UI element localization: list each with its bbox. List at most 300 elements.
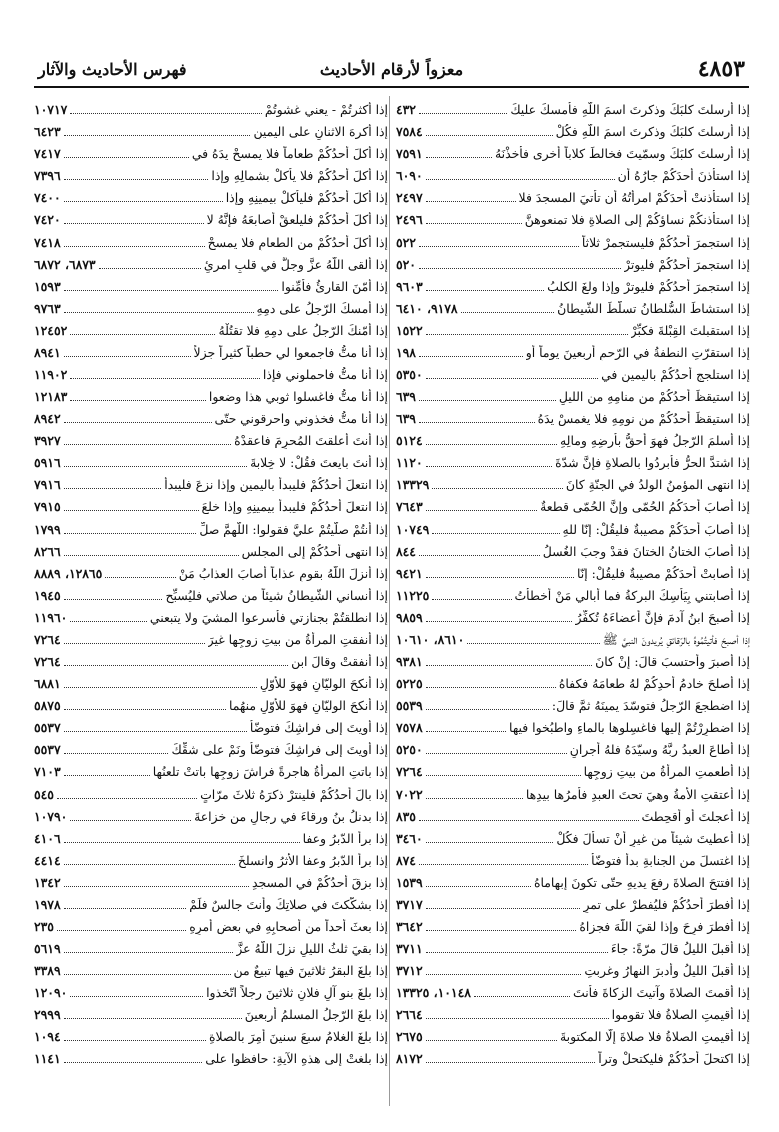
- index-entry: [34, 162, 388, 184]
- entry-number: ٩١٧٨، ٦٤١٠: [396, 300, 458, 316]
- index-entry: [34, 1001, 388, 1023]
- entry-text: إذا أنكحَ الوليّانِ فهوَ للأوّلِ: [259, 676, 388, 692]
- entry-text: إذا بعثَ أحداً من أصحابِهِ في بعضِ أمرِهِ: [189, 918, 388, 934]
- leader-dots: [426, 930, 577, 931]
- entry-number: ١٥٢٢: [396, 322, 423, 338]
- entry-number: ٣٦٤٢: [396, 918, 423, 934]
- index-entry: [34, 339, 388, 361]
- index-entry: [396, 295, 750, 317]
- index-entry: [34, 847, 388, 869]
- leader-dots: [64, 1018, 242, 1019]
- entry-text: إذا استقبلتَ القِبْلةَ فكبِّرْ: [630, 322, 750, 338]
- entry-text: إذا أفطرَ أحدُكُمْ فليُفطرْ على تمرٍ: [583, 896, 750, 912]
- entry-text: إذا اضطجعَ الرّجلُ فتوسّدَ يمينَهُ ثمَّ قالَ:: [551, 698, 750, 714]
- entry-number: ٥٦١٩: [34, 941, 61, 957]
- leader-dots: [426, 842, 554, 843]
- index-entry: [34, 780, 388, 802]
- index-entry: [396, 604, 750, 626]
- entry-number: ١١٤١: [34, 1051, 61, 1067]
- leader-dots: [426, 201, 516, 202]
- column-divider: [389, 96, 390, 1106]
- entry-text: إذا أُعجلتَ أو أُقحِطتَ: [641, 808, 750, 824]
- leader-dots: [70, 820, 191, 821]
- entry-text: إذا أصلحَ خادمُ أحدِكُمْ لهُ طعامَهُ فكفاهُ: [558, 676, 750, 692]
- index-entry: [34, 96, 388, 118]
- entry-text: إذا أكلَ أحدُكُمْ فلا يأكلْ بشمالِهِ وإذا: [211, 168, 388, 184]
- index-entry: [34, 140, 388, 162]
- leader-dots: [64, 753, 169, 754]
- leader-dots: [64, 223, 204, 224]
- entry-text: إذا أنتَ أعلقتَ المُحرِمَ فاعقدْهُ: [234, 433, 388, 449]
- index-entry: [396, 825, 750, 847]
- entry-number: ٤٣٢: [396, 102, 416, 118]
- leader-dots: [64, 687, 257, 688]
- leader-dots: [64, 135, 251, 136]
- index-entry: [396, 714, 750, 736]
- entry-number: ٦٠٩٠: [396, 168, 423, 184]
- entry-number: ٢٦٦٤: [396, 1007, 423, 1023]
- entry-text: إذا استقرّتِ النطفةُ في الرّحمِ أربعينَ يوماً أو: [525, 344, 750, 360]
- entry-number: ٢٣٥: [34, 918, 54, 934]
- entry-text: إذا انطلقتُمْ بجنازتي فأسرعوا المشيَ ولا يتبعني: [149, 609, 388, 625]
- entry-number: ٨٧٤: [396, 852, 416, 868]
- leader-dots: [419, 113, 507, 114]
- leader-dots: [432, 488, 563, 489]
- entry-text: إذا أنتَ بايعتَ فقُلْ: لا خِلابةَ: [250, 455, 388, 471]
- entry-number: ٥٥٣٩: [396, 698, 423, 714]
- leader-dots: [64, 775, 150, 776]
- index-entry: [34, 648, 388, 670]
- index-entry: [396, 758, 750, 780]
- leader-dots: [426, 157, 492, 158]
- leader-dots: [64, 201, 223, 202]
- entry-text: إذا ألقى اللَّهُ عزَّ وجلَّ في قلبِ امرئٍ: [203, 256, 388, 272]
- entry-text: إذا بقيَ ثلثُ الليلِ نزلَ اللَّهُ عزَّ: [236, 941, 388, 957]
- leader-dots: [57, 798, 197, 799]
- leader-dots: [70, 996, 203, 997]
- entry-number: ٨٩٤١: [34, 344, 61, 360]
- entry-text: إذا اغتسلَ من الجنابةِ بدأَ فتوضّأَ: [591, 852, 750, 868]
- leader-dots: [64, 665, 289, 666]
- entry-number: ٦٣٩: [396, 389, 416, 405]
- index-entry: [396, 538, 750, 560]
- index-entry: [396, 736, 750, 758]
- entry-number: ٨١٧٢: [396, 1051, 423, 1067]
- index-entry: [34, 383, 388, 405]
- entry-text: إذا أنساني الشّيطانُ شيئاً من صلاتي فليُسبِّحِ: [165, 587, 388, 603]
- entry-text: إذا أكثرتُمْ - يعني غشوتُمْ: [264, 102, 388, 118]
- entry-number: ٤١٠٦: [34, 830, 61, 846]
- index-entry: [396, 803, 750, 825]
- entry-text: إذا بشكّكتَ في صلاتِكَ وأنتَ جالسٌ فلَمْ: [189, 896, 388, 912]
- entry-number: ١٧٩٩: [34, 521, 61, 537]
- index-entry: [34, 471, 388, 493]
- entry-text: إذا أكلَ أحدُكُمْ من الطعامِ فلا يمسحْ: [207, 234, 388, 250]
- index-entry: [34, 979, 388, 1001]
- index-entry: [396, 979, 750, 1001]
- entry-text: إذا انتعلَ أحدُكُمْ فليبدأْ باليمينِ وإذا نزعَ فليبدأْ: [164, 477, 388, 493]
- leader-dots: [426, 444, 557, 445]
- index-entry: [34, 714, 388, 736]
- leader-dots: [64, 731, 247, 732]
- entry-text: إذا أفطرَ فرِحَ وإذا لقيَ اللَّهَ فجزاهُ: [579, 918, 750, 934]
- index-entry: [396, 471, 750, 493]
- entry-text: إذا أمّنكَ الرّجلُ على دمِهِ فلا تقتُلْهُ: [218, 322, 388, 338]
- entry-number: ١٥٣٩: [396, 874, 423, 890]
- index-entry: [34, 206, 388, 228]
- entry-number: ١٢١٨٣: [34, 389, 68, 405]
- leader-dots: [426, 1062, 596, 1063]
- index-entry: [396, 1001, 750, 1023]
- entry-text: إذا أسلمَ الرّجلُ فهوَ أحقُّ بأرضِهِ ومالِهِ: [560, 433, 750, 449]
- entry-number: ٢٦٧٥: [396, 1029, 423, 1045]
- index-entry: [34, 758, 388, 780]
- entry-number: ١٩٤٥: [34, 587, 61, 603]
- index-entry: [396, 162, 750, 184]
- leader-dots: [64, 974, 231, 975]
- entry-number: ٨٤٤: [396, 543, 416, 559]
- leader-dots: [426, 135, 553, 136]
- index-entry: [396, 847, 750, 869]
- entry-text: إذا انتهى أحدُكُمْ إلى المجلسِ: [241, 543, 388, 559]
- entry-number: ٧٥٩١: [396, 146, 423, 162]
- entry-text: إذا أكلَ أحدُكُمْ فليأكلْ بيمينِهِ وإذا: [225, 190, 388, 206]
- leader-dots: [64, 643, 205, 644]
- entry-text: إذا افتتحَ الصلاةَ رفعَ يديهِ حتّى تكونَ إبهاماهُ: [533, 874, 750, 890]
- entry-number: ٢٩٩٩: [34, 1007, 61, 1023]
- leader-dots: [467, 643, 600, 644]
- index-entry: [396, 449, 750, 471]
- leader-dots: [426, 687, 556, 688]
- leader-dots: [64, 555, 239, 556]
- leader-dots: [419, 400, 556, 401]
- entry-number: ٧٥٨٤: [396, 124, 423, 140]
- entry-text: إذا استأذنكُمْ نساؤكُمْ إلى الصلاةِ فلا تمنعوهنَّ: [524, 212, 750, 228]
- entry-number: ١١٢٢٥: [396, 587, 430, 603]
- leader-dots: [419, 356, 523, 357]
- entry-number: ٩٧٦٣: [34, 300, 61, 316]
- entry-number: ١٠٧٤٩: [396, 521, 430, 537]
- entry-text: إذا بزقَ أحدُكُمْ في المسجدِ: [252, 874, 388, 890]
- leader-dots: [64, 864, 235, 865]
- leader-dots: [70, 378, 260, 379]
- entry-text: إذا انتهى المؤمنُ الولدُ في الجنّةِ كانَ: [565, 477, 750, 493]
- entry-number: ٧٤١٨: [34, 234, 61, 250]
- entry-number: ١١٢٠: [396, 455, 423, 471]
- entry-number: ٥٣٥٠: [396, 367, 423, 383]
- index-entry: [34, 582, 388, 604]
- entry-number: ١٠١٤٨، ١٣٣٢٥: [396, 985, 471, 1001]
- leader-dots: [426, 290, 545, 291]
- entry-text: إذا أمسكَ الرّجلُ على دمِهِ: [256, 300, 388, 316]
- entry-number: ٧٩١٦: [34, 477, 61, 493]
- entry-number: ٨٢٦٦: [34, 543, 61, 559]
- entry-number: ٩٦٠٣: [396, 278, 423, 294]
- entry-text: إذا أنا متُّ فاغسلوا ثوبي هذا وضعوا: [208, 389, 388, 405]
- leader-dots: [64, 1062, 203, 1063]
- leader-dots: [64, 599, 163, 600]
- entry-text: إذا أويتَ إلى فراشِكَ فتوضّأْ: [249, 720, 388, 736]
- entry-number: ٧٢٦٤: [396, 764, 423, 780]
- leader-dots: [64, 179, 209, 180]
- leader-dots: [64, 886, 249, 887]
- index-entry: [396, 493, 750, 515]
- entry-text: إذا استأذنَ أحدَكُمْ جارُهُ أن: [617, 168, 750, 184]
- entry-number: ٥٢٢٥: [396, 676, 423, 692]
- leader-dots: [64, 908, 187, 909]
- entry-number: ١٩٨: [396, 344, 416, 360]
- leader-dots: [419, 820, 639, 821]
- entry-text: إذا انتعلَ أحدُكُمْ فليبدأْ بيمينِهِ وإذا خلعَ: [201, 499, 388, 515]
- entry-number: ٦٨٧٣، ٦٨٧٢: [34, 256, 96, 272]
- leader-dots: [64, 842, 300, 843]
- index-entry: [396, 339, 750, 361]
- index-entry: [34, 361, 388, 383]
- entry-text: إذا أنفقتِ المرأةُ من بيتِ زوجِها غيرَ: [207, 631, 388, 647]
- index-entry: [396, 515, 750, 537]
- entry-number: ٧٠٢٢: [396, 786, 423, 802]
- leader-dots: [64, 422, 212, 423]
- index-entry: [396, 692, 750, 714]
- leader-dots: [419, 422, 535, 423]
- entry-text: إذا اكتحلَ أحدُكُمْ فليكتحلْ وتراً: [598, 1051, 750, 1067]
- entry-number: ٢٤٩٦: [396, 212, 423, 228]
- leader-dots: [64, 952, 234, 953]
- index-entry: [34, 184, 388, 206]
- index-entry: [396, 560, 750, 582]
- entry-text: إذا أنزلَ اللَّهُ بقومٍ عذاباً أصابَ العذابُ مَنْ: [178, 565, 388, 581]
- index-entry: [396, 869, 750, 891]
- page-number: ٤٨٥٣: [697, 56, 745, 82]
- entry-text: إذا استجمرَ أحدُكُمْ فليوترْ وإذا ولغَ الكلبُ: [547, 278, 750, 294]
- entry-number: ١٣٣٢٩: [396, 477, 430, 493]
- entry-text: إذا اشتدَّ الحرُّ فأبردُوا بالصلاةِ فإنَّ شدّةَ: [555, 455, 750, 471]
- entry-text: إذا أصبرَ وأحتسبَ قالَ: إنْ كانَ: [595, 654, 750, 670]
- index-entry: [34, 317, 388, 339]
- index-entry: [396, 935, 750, 957]
- index-column-right: [396, 96, 750, 1067]
- entry-number: ٧٢٦٤: [34, 631, 61, 647]
- entry-text: إذا بلغَ الغلامُ سبعَ سنينَ أُمِرَ بالصلاةِ: [209, 1029, 388, 1045]
- index-entry: [396, 228, 750, 250]
- index-entry: [396, 780, 750, 802]
- index-entry: [34, 449, 388, 471]
- leader-dots: [426, 798, 523, 799]
- entry-text: إذا أقبلَ الليلُ وأدبرَ النهارُ وغربتِ: [584, 963, 750, 979]
- entry-number: ٧٤٠٠: [34, 190, 61, 206]
- leader-dots: [64, 533, 197, 534]
- entry-text: إذا أكلَ أحدُكُمْ طعاماً فلا يمسحْ يدَهُ في: [191, 146, 388, 162]
- entry-number: ١٣٤٢: [34, 874, 61, 890]
- index-entry: [396, 383, 750, 405]
- entry-number: ٧٤٢٠: [34, 212, 61, 228]
- index-entry: [34, 118, 388, 140]
- index-entry: [396, 140, 750, 162]
- index-entry: [34, 515, 388, 537]
- leader-dots: [57, 930, 186, 931]
- entry-number: ١٠٩٤: [34, 1029, 61, 1045]
- entry-number: ٥٨٧٥: [34, 698, 61, 714]
- leader-dots: [64, 157, 189, 158]
- entry-number: ٧٩١٥: [34, 499, 61, 515]
- index-entry: [396, 957, 750, 979]
- leader-dots: [426, 886, 531, 887]
- leader-dots: [461, 312, 555, 313]
- leader-dots: [419, 555, 540, 556]
- entry-text: إذا أنتُمْ صلّيتُمْ عليَّ فقولوا: اللّهمَّ صلِّ: [199, 521, 388, 537]
- entry-text: إذا أرسلتَ كلبَكَ وذكرتَ اسمَ اللَّهِ فأمسكَ عليكَ: [510, 102, 750, 118]
- index-entry: [396, 427, 750, 449]
- leader-dots: [426, 731, 506, 732]
- index-entry: [34, 957, 388, 979]
- leader-dots: [426, 952, 608, 953]
- entry-text: إذا أطعمتِ المرأةُ من بيتِ زوجِها: [583, 764, 750, 780]
- index-entry: [396, 251, 750, 273]
- running-title-left: فهرس الأحاديث والآثار: [38, 60, 187, 79]
- entry-number: ٨٩٤٢: [34, 411, 61, 427]
- entry-text: إذا أقمتَ الصلاةَ وآتيتَ الزكاةَ فأنتَ: [573, 985, 750, 1001]
- entry-text: إذا أصبحَ فأتيتُمُوهُ بالرّقائقِ يُريدونَ النبيَّ ﷺ: [602, 631, 750, 647]
- index-entry: [396, 1045, 750, 1067]
- leader-dots: [426, 709, 549, 710]
- entry-number: ٩٤٢١: [396, 565, 423, 581]
- entry-number: ٥٥٣٧: [34, 720, 61, 736]
- leader-dots: [419, 864, 588, 865]
- entry-text: إذا أطاعَ العبدُ ربَّهُ وسيّدَهُ فلهُ أجرانِ: [569, 742, 750, 758]
- entry-number: ٧٣٩٦: [34, 168, 61, 184]
- index-entry: [34, 803, 388, 825]
- leader-dots: [426, 577, 574, 578]
- entry-number: ١٩٧٨: [34, 896, 61, 912]
- leader-dots: [426, 1018, 609, 1019]
- index-entry: [396, 670, 750, 692]
- entry-number: ٥٤٥: [34, 786, 54, 802]
- entry-number: ١٥٩٣: [34, 278, 61, 294]
- leader-dots: [64, 356, 191, 357]
- index-entry: [34, 273, 388, 295]
- entry-text: إذا أكرهَ الاثنانِ على اليمينِ: [253, 124, 388, 140]
- entry-number: ٥٢٠: [396, 256, 416, 272]
- entry-text: إذا أنفقتْ وقالَ ابن: [291, 654, 388, 670]
- index-entry: [396, 648, 750, 670]
- running-title-center: معزواً لأرقام الأحاديث: [319, 60, 464, 79]
- entry-number: ١٠٧٩٠: [34, 808, 68, 824]
- entry-number: ٦٣٩: [396, 411, 416, 427]
- entry-text: إذا أصابَ أحدَكُمُ الحُمّى وإنَّ الحُمّى قطعةٌ: [540, 499, 750, 515]
- leader-dots: [70, 400, 206, 401]
- index-entry: [34, 891, 388, 913]
- index-column-left: [34, 96, 388, 1067]
- leader-dots: [105, 577, 175, 578]
- index-entry: [34, 670, 388, 692]
- index-entry: [34, 427, 388, 449]
- leader-dots: [419, 246, 579, 247]
- page-header: [34, 52, 749, 88]
- index-entry: [34, 251, 388, 273]
- entry-number: ٦٨٨١: [34, 676, 61, 692]
- entry-number: ٧٤١٧: [34, 146, 61, 162]
- index-entry: [396, 206, 750, 228]
- leader-dots: [426, 665, 593, 666]
- index-entry: [34, 869, 388, 891]
- entry-number: ٥٥٣٧: [34, 742, 61, 758]
- leader-dots: [426, 621, 573, 622]
- entry-text: إذا برأَ الدّبرُ وعفا الأثرُ وانسلخَ: [237, 852, 388, 868]
- entry-text: إذا أنا متُّ فاجمعوا لي حطباً كثيراً جزلاً: [193, 344, 388, 360]
- leader-dots: [426, 510, 538, 511]
- leader-dots: [426, 974, 582, 975]
- entry-text: إذا بلغَ الرّجلُ المسلمُ أربعينَ: [244, 1007, 388, 1023]
- entry-text: إذا أنا متُّ فاحملوني فإذا: [262, 367, 388, 383]
- entry-text: إذا استيقظَ أحدُكُمْ من منامِهِ من الليلِ: [558, 389, 750, 405]
- entry-text: إذا استجمرَ أحدُكُمْ فليستجمرْ ثلاثاً: [581, 234, 750, 250]
- entry-text: إذا برأَ الدّبرُ وعفا: [302, 830, 388, 846]
- leader-dots: [64, 510, 199, 511]
- entry-text: إذا استيقظَ أحدُكُمْ من نومِهِ فلا يغمسْ يدَهُ: [537, 411, 750, 427]
- entry-text: إذا بلغَ البقرُ ثلاثينَ فيها تبيعٌ من: [233, 963, 388, 979]
- entry-number: ٣٣٨٩: [34, 963, 61, 979]
- leader-dots: [64, 466, 247, 467]
- leader-dots: [426, 223, 522, 224]
- leader-dots: [70, 621, 147, 622]
- entry-text: إذا باتتِ المرأةُ هاجرةً فراشَ زوجِها باتتْ تلعنُها: [152, 764, 388, 780]
- entry-text: إذا أرسلتَ كلبَكَ وذكرتَ اسمَ اللَّهِ فكُلْ: [555, 124, 750, 140]
- leader-dots: [432, 599, 511, 600]
- leader-dots: [64, 312, 254, 313]
- index-entry: [34, 736, 388, 758]
- entry-number: ١١٩٠٢: [34, 367, 68, 383]
- entry-number: ١٢٨٦٥، ٨٨٨٩: [34, 565, 103, 581]
- index-entry: [34, 493, 388, 515]
- leader-dots: [426, 466, 552, 467]
- entry-text: إذا أرسلتَ كلبَكَ وسمّيتَ فخالطَ كلاباً أُخرى فأخذْنَهُ: [494, 146, 750, 162]
- index-entry: [396, 317, 750, 339]
- index-entry: [34, 405, 388, 427]
- leader-dots: [64, 290, 279, 291]
- entry-number: ٣٤٦٠: [396, 830, 423, 846]
- index-entry: [34, 825, 388, 847]
- index-entry: [396, 405, 750, 427]
- index-entry: [34, 692, 388, 714]
- entry-number: ١٠٧١٧: [34, 102, 68, 118]
- index-entry: [396, 626, 750, 648]
- index-entry: [34, 1023, 388, 1045]
- entry-number: ٦٤٢٣: [34, 124, 61, 140]
- entry-text: إذا أصابتني بِيَأْسِكَ البركةُ فما أُبالي مَنْ أخطأتُ: [514, 587, 750, 603]
- header-rule: [34, 86, 749, 88]
- leader-dots: [64, 246, 205, 247]
- leader-dots: [70, 334, 215, 335]
- entry-text: إذا بلغتْ إلى هذهِ الآيةِ: حافظوا على: [205, 1051, 388, 1067]
- entry-number: ٣٧١٧: [396, 896, 423, 912]
- entry-text: إذا اضطرِرْتُمْ إليها فاغسِلوها بالماءِ واطبُخوا فيها: [509, 720, 750, 736]
- entry-text: إذا أصبحَ ابنُ آدمَ فإنَّ أعضاءَهُ تُكفِّرُ: [575, 609, 750, 625]
- leader-dots: [99, 268, 201, 269]
- entry-text: إذا أنا متُّ فخذوني واحرقوني حتّى: [214, 411, 388, 427]
- leader-dots: [426, 908, 581, 909]
- entry-number: ٣٧١١: [396, 941, 423, 957]
- index-entry: [396, 96, 750, 118]
- entry-number: ٥١٢٤: [396, 433, 423, 449]
- entry-number: ٣٩٢٧: [34, 433, 61, 449]
- entry-number: ٤٤١٤: [34, 852, 61, 868]
- entry-number: ٢٤٩٧: [396, 190, 423, 206]
- index-entry: [34, 295, 388, 317]
- entry-number: ٧٦٤٣: [396, 499, 423, 515]
- entry-text: إذا أنكحَ الوليّانِ فهوَ للأوّلِ منهُما: [228, 698, 388, 714]
- index-entry: [396, 913, 750, 935]
- index-entry: [396, 273, 750, 295]
